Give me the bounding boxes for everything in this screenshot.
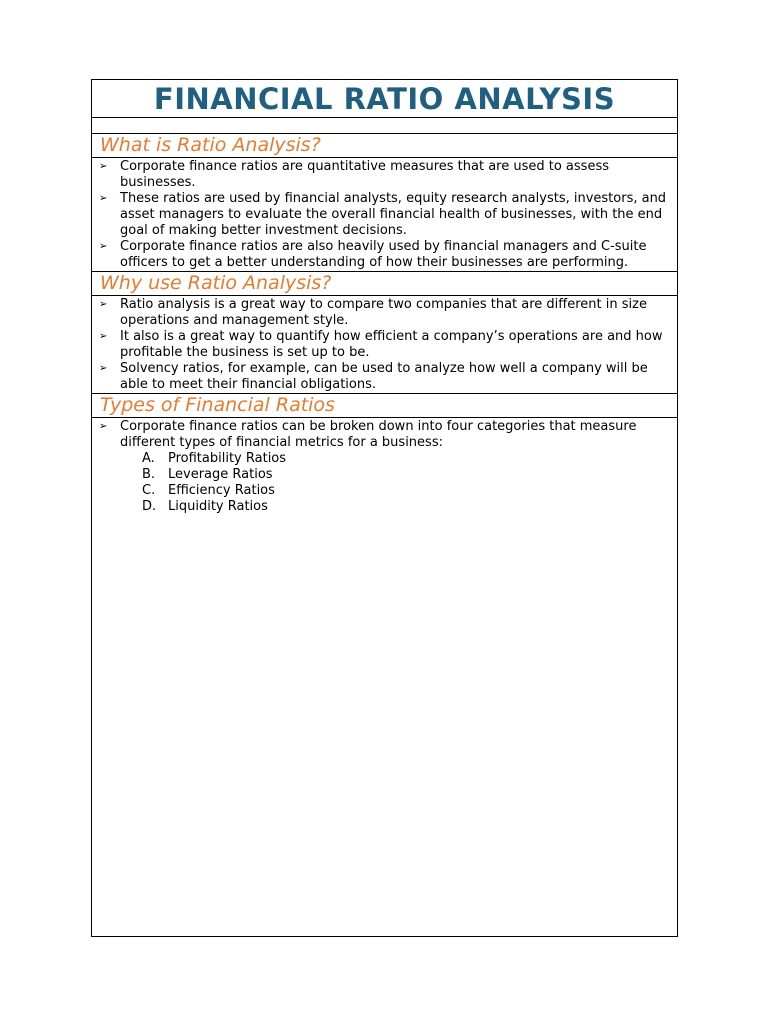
arrow-bullet-icon: ➢ (99, 331, 108, 342)
empty-row (92, 118, 677, 134)
section-body-types (92, 418, 677, 515)
title-row (92, 80, 677, 118)
arrow-bullet-icon: ➢ (99, 241, 108, 252)
bullet-item: ➢ Ratio analysis is a great way to compare two companies that are different in size operations and management style. (99, 297, 647, 328)
bullet-item: ➢ Solvency ratios, for example, can be used to analyze how well a company will be able to meet their financial obligations. (99, 361, 648, 392)
bullet-item: ➢ These ratios are used by financial analysts, equity research analysts, investors, and asset managers to evaluate the overall financial health of businesses, with the end goal of making better investment decisions. (99, 191, 667, 238)
section-body-what-is (92, 158, 677, 272)
section-heading-row (92, 394, 677, 418)
section-heading-what-is: What is Ratio Analysis? (100, 134, 321, 156)
arrow-bullet-icon: ➢ (99, 193, 108, 204)
arrow-bullet-icon: ➢ (99, 363, 108, 374)
section-heading-row (92, 134, 677, 158)
bullet-item: ➢ It also is a great way to quantify how efficient a company’s operations are and how profitable the business is set up to be. (99, 329, 663, 360)
arrow-bullet-icon: ➢ (99, 421, 108, 432)
list-item: C. Efficiency Ratios (142, 483, 275, 498)
section-heading-row (92, 272, 677, 296)
document-table (91, 79, 678, 937)
arrow-bullet-icon: ➢ (99, 299, 108, 310)
list-item: B. Leverage Ratios (142, 467, 273, 482)
bullet-item: ➢ Corporate finance ratios can be broken down into four categories that measure different types of financial metrics for a business: (99, 419, 637, 450)
list-item: D. Liquidity Ratios (142, 499, 268, 514)
document-title: FINANCIAL RATIO ANALYSIS (153, 81, 616, 116)
list-item: A. Profitability Ratios (142, 451, 287, 466)
section-heading-types: Types of Financial Ratios (100, 394, 335, 416)
section-heading-why-use: Why use Ratio Analysis? (100, 272, 332, 294)
bullet-item: ➢ Corporate finance ratios are quantitative measures that are used to assess businesses. (99, 159, 609, 190)
bullet-item: ➢ Corporate finance ratios are also heavily used by financial managers and C-suite officers to get a better understanding of how their businesses are performing. (99, 239, 647, 270)
section-body-why-use (92, 296, 677, 394)
ratio-category-list (98, 451, 671, 515)
arrow-bullet-icon: ➢ (99, 161, 108, 172)
